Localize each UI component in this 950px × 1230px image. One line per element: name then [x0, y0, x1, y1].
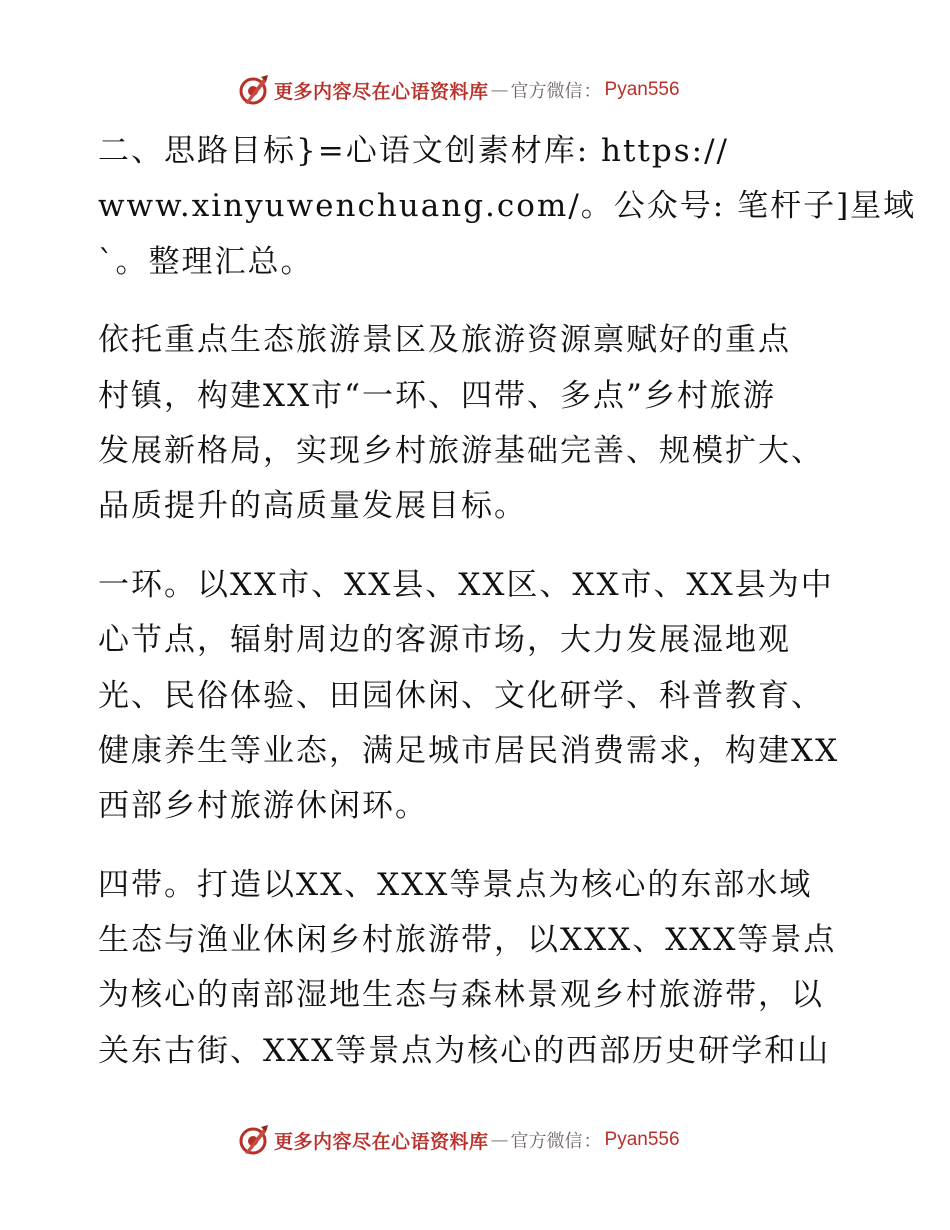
paragraph-overview [98, 313, 863, 535]
text-line: 光、民俗体验、田园休闲、文化研学、科普教育、 [98, 677, 824, 714]
text-line: 发展新格局，实现乡村旅游基础完善、规模扩大、 [98, 432, 824, 469]
text-line: 一环。以XX市、XX县、XX区、XX市、XX县为中 [98, 566, 834, 603]
quill-seal-logo-icon [236, 73, 270, 107]
paragraph-gap [98, 290, 863, 313]
text-line: 四带。打造以XX、XXX等景点为核心的东部水域 [98, 866, 813, 903]
paragraph-gap [98, 535, 863, 558]
banner-title: 更多内容尽在心语资料库 [274, 1130, 489, 1153]
header-banner [236, 72, 716, 108]
text-line: 西部乡村旅游休闲环。 [98, 788, 428, 825]
text-line: 生态与渔业休闲乡村旅游带，以XXX、XXX等景点 [98, 922, 837, 959]
text-line: 品质提升的高质量发展目标。 [98, 488, 527, 525]
text-line: 为核心的南部湿地生态与森林景观乡村旅游带，以 [98, 977, 824, 1014]
paragraph-one-ring [98, 558, 863, 835]
paragraph-gap [98, 835, 863, 858]
text-line: 村镇，构建XX市“一环、四带、多点”乡村旅游 [98, 377, 776, 414]
paragraph-four-belts [98, 858, 863, 1080]
banner-dash: — [490, 79, 509, 101]
text-line: www.xinyuwenchuang.com/。公众号: 笔杆子]星域 [98, 188, 917, 225]
banner-title: 更多内容尽在心语资料库 [274, 80, 489, 103]
banner-colon: ： [583, 1131, 602, 1152]
text-line: `。整理汇总。 [98, 243, 314, 280]
banner-wechat-id: Pyan556 [604, 79, 680, 100]
banner-dash: — [490, 1129, 509, 1151]
footer-banner [236, 1122, 716, 1158]
paragraph-goals-heading [98, 124, 917, 290]
text-line: 心节点，辐射周边的客源市场，大力发展湿地观 [98, 622, 791, 659]
text-line: 关东古街、XXX等景点为核心的西部历史研学和山 [98, 1032, 831, 1069]
banner-wechat-label: 官方微信 [510, 81, 583, 102]
text-line: 健康养生等业态，满足城市居民消费需求，构建XX [98, 732, 840, 769]
banner-wechat-id: Pyan556 [604, 1129, 680, 1150]
text-line: 二、思路目标}=心语文创素材库: https:// [98, 133, 729, 169]
quill-seal-logo-icon [236, 1123, 270, 1157]
text-line: 依托重点生态旅游景区及旅游资源禀赋好的重点 [98, 322, 791, 359]
banner-wechat-label: 官方微信 [510, 1131, 583, 1152]
document-body [98, 124, 917, 1079]
banner-colon: ： [583, 81, 602, 102]
